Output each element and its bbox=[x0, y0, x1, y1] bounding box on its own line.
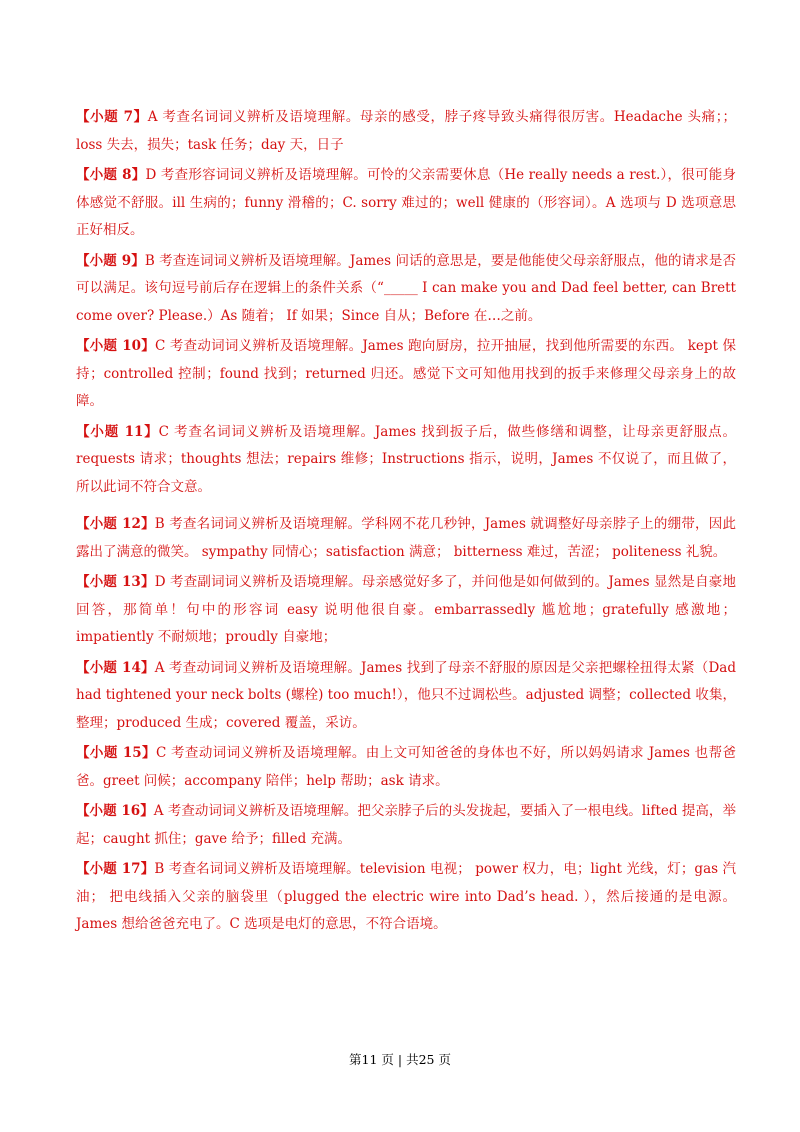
item-label: 【小题 16】 bbox=[76, 803, 154, 819]
item-label: 【小题 7】 bbox=[76, 109, 148, 125]
explanation-item-15 bbox=[76, 740, 736, 795]
item-label: 【小题 14】 bbox=[76, 659, 155, 676]
explanation-item-9 bbox=[76, 248, 736, 331]
explanation-item-13 bbox=[76, 569, 736, 652]
item-text: C 考查名词词义辨析及语境理解。James 找到扳子后，做些修缮和调整，让母亲更舒服点。requests 请求；thoughts 想法；repairs 维修；Instructions 指示，说明，James 不仅说了，而且做了，所以此词不符合文意。 bbox=[76, 423, 736, 495]
item-label: 【小题 11】 bbox=[76, 423, 159, 440]
item-text: A 考查动词词义辨析及语境理解。James 找到了母亲不舒服的原因是父亲把螺栓扭得太紧（Dad had tightened your neck bolts (螺栓) too much!），他只不过调松些。adjusted 调整；collected 收集，整理；produced 生成；covered 覆盖，采访。 bbox=[76, 659, 736, 731]
explanation-item-12 bbox=[76, 511, 736, 566]
item-text: B 考查名词词义辨析及语境理解。学科网不花几秒钟，James 就调整好母亲脖子上的绷带，因此露出了满意的微笑。 sympathy 同情心；satisfaction 满意； bitterness 难过，苦涩； politeness 礼貌。 bbox=[76, 516, 736, 560]
item-text: C 考查动词词义辨析及语境理解。James 跑向厨房，拉开抽屉，找到他所需要的东西。 kept 保持；controlled 控制；found 找到；returned 归还。感觉下文可知他用找到的扳手来修理父母亲身上的故障。 bbox=[76, 338, 736, 409]
explanation-item-14 bbox=[76, 655, 736, 738]
item-label: 【小题 17】 bbox=[76, 861, 155, 877]
item-text: D 考查形容词词义辨析及语境理解。可怜的父亲需要休息（He really needs a rest.），很可能身体感觉不舒服。ill 生病的；funny 滑稽的；C. sorry 难过的；well 健康的（形容词）。A 选项与 D 选项意思正好相反。 bbox=[76, 167, 736, 238]
explanation-item-8 bbox=[76, 162, 736, 245]
item-label: 【小题 12】 bbox=[76, 516, 155, 532]
explanation-item-16 bbox=[76, 798, 736, 853]
explanation-item-7 bbox=[76, 104, 736, 159]
explanation-item-11 bbox=[76, 419, 736, 502]
answer-explanations bbox=[76, 104, 736, 942]
page-number-footer: 第11 页 | 共25 页 bbox=[349, 1052, 451, 1067]
explanation-item-10 bbox=[76, 333, 736, 416]
item-label: 【小题 8】 bbox=[76, 167, 146, 183]
item-label: 【小题 10】 bbox=[76, 338, 155, 354]
explanation-item-17 bbox=[76, 856, 736, 939]
item-text: D 考查副词词义辨析及语境理解。母亲感觉好多了，并问他是如何做到的。James 显然是自豪地回答，那简单！句中的形容词 easy 说明他很自豪。embarrassedly 尴尬地；gratefully 感激地；impatiently 不耐烦地；proudly 自豪地； bbox=[76, 574, 736, 645]
item-text: A 考查动词词义辨析及语境理解。把父亲脖子后的头发拢起，要插入了一根电线。lifted 提高，举起；caught 抓住；gave 给予；filled 充满。 bbox=[76, 803, 736, 847]
item-label: 【小题 13】 bbox=[76, 574, 155, 590]
item-text: B 考查连词词义辨析及语境理解。James 问话的意思是，要是他能使父母亲舒服点，他的请求是否可以满足。该句逗号前后存在逻辑上的条件关系（“_____ I can make you and Dad feel better, can Brett come over? Please.）As 随着； If 如果；Since 自从；Before 在…之前。 bbox=[76, 252, 736, 324]
item-text: C 考查动词词义辨析及语境理解。由上文可知爸爸的身体也不好，所以妈妈请求 James 也帮爸爸。greet 问候；accompany 陪伴；help 帮助；ask 请求。 bbox=[76, 745, 736, 789]
item-text: B 考查名词词义辨析及语境理解。television 电视； power 权力，电；light 光线，灯；gas 汽油； 把电线插入父亲的脑袋里（plugged the electric wire into Dad’s head. ），然后接通的是电源。James 想给爸爸充电了。C 选项是电灯的意思，不符合语境。 bbox=[76, 861, 736, 932]
item-text: A 考查名词词义辨析及语境理解。母亲的感受，脖子疼导致头痛得很厉害。Headache 头痛；； loss 失去，损失；task 任务；day 天，日子 bbox=[76, 109, 737, 153]
item-label: 【小题 9】 bbox=[76, 252, 145, 269]
item-label: 【小题 15】 bbox=[76, 745, 156, 761]
